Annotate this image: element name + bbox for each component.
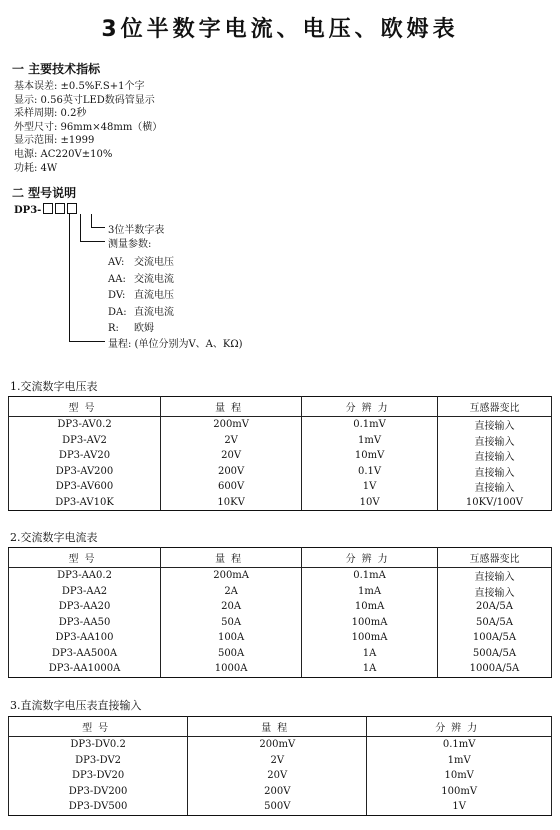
column-header: 量程 (161, 397, 302, 417)
table-cell: 1V (302, 479, 438, 495)
column-header: 型号 (9, 548, 161, 568)
table-row (9, 630, 552, 646)
table-cell: 500A (161, 646, 302, 662)
table-cell: DP3-AV10K (9, 495, 161, 511)
param-key: AA: (108, 273, 126, 285)
column-header: 互感器变比 (437, 548, 551, 568)
spec-line: 外型尺寸: 96mm×48mm（横） (14, 121, 163, 133)
table-cell: 2V (188, 753, 367, 769)
table-dc-voltage (8, 716, 552, 816)
table-cell: 直接输入 (437, 584, 551, 600)
table-cell: 100A/5A (437, 630, 551, 646)
table-cell: DP3-DV20 (9, 768, 188, 784)
table-row (9, 753, 552, 769)
table-cell: 10mV (302, 448, 438, 464)
spec-line: 显示: 0.56英寸LED数码管显示 (14, 94, 155, 106)
table-cell: 200V (161, 464, 302, 480)
spec-line: 功耗: 4W (14, 162, 58, 174)
table-cell: 0.1mV (367, 737, 552, 753)
table-cell: 1000A (161, 661, 302, 677)
table-cell: 100mA (302, 630, 438, 646)
param-item (108, 286, 174, 301)
param-key: R: (108, 323, 119, 334)
table-row (9, 417, 552, 433)
section-heading-model: 二 型号说明 (12, 186, 77, 200)
model-digits-label: 3位半数字表 (108, 225, 165, 236)
table-cell: 10V (302, 495, 438, 511)
spec-list (14, 80, 162, 175)
table-cell: 直接输入 (437, 417, 551, 433)
table-row (9, 661, 552, 677)
table-cell: 2V (161, 433, 302, 449)
table-row (9, 737, 552, 753)
table-cell: DP3-AV600 (9, 479, 161, 495)
table-cell: 0.1mV (302, 417, 438, 433)
table-cell: 直接输入 (437, 568, 551, 584)
spec-line: 显示范围: ±1999 (14, 135, 95, 147)
table-cell: DP3-AV200 (9, 464, 161, 480)
table-cell: 1000A/5A (437, 661, 551, 677)
table-row (9, 615, 552, 631)
param-value: 直流电流 (134, 306, 174, 318)
table-cell: 1V (367, 799, 552, 815)
param-item (108, 253, 174, 268)
table-cell: 直接输入 (437, 433, 551, 449)
table-cell: 10KV/100V (437, 495, 551, 511)
table-cell: 500V (188, 799, 367, 815)
param-value: 交流电流 (134, 273, 174, 285)
table-cell: 200V (188, 784, 367, 800)
table-cell: 直接输入 (437, 479, 551, 495)
table-cell: 1A (302, 661, 438, 677)
table-cell: 50A/5A (437, 615, 551, 631)
table-row (9, 479, 552, 495)
table-cell: 50A (161, 615, 302, 631)
table-cell: 0.1mA (302, 568, 438, 584)
table-cell: DP3-AA500A (9, 646, 161, 662)
table-cell: 20V (188, 768, 367, 784)
table-cell: 1mV (302, 433, 438, 449)
column-header: 量程 (188, 717, 367, 737)
table-row (9, 799, 552, 815)
table-row (9, 646, 552, 662)
table-cell: DP3-AV0.2 (9, 417, 161, 433)
table-row (9, 584, 552, 600)
column-header: 量程 (161, 548, 302, 568)
table-row (9, 599, 552, 615)
column-header: 型号 (9, 397, 161, 417)
table-cell: DP3-DV2 (9, 753, 188, 769)
model-code (14, 203, 77, 216)
table-cell: DP3-AA20 (9, 599, 161, 615)
table-cell: 100A (161, 630, 302, 646)
column-header: 型号 (9, 717, 188, 737)
table-cell: 20V (161, 448, 302, 464)
model-param-title: 测量参数: (108, 239, 152, 250)
table-row (9, 568, 552, 584)
param-item (108, 270, 174, 285)
table-cell: DP3-AV2 (9, 433, 161, 449)
table-cell: 10mV (367, 768, 552, 784)
table-cell: DP3-DV0.2 (9, 737, 188, 753)
table-cell: 1A (302, 646, 438, 662)
table-row (9, 784, 552, 800)
param-key: AV: (108, 257, 125, 268)
param-key: DA: (108, 306, 127, 318)
model-code-prefix: DP3- (14, 205, 42, 216)
table-cell: 20A/5A (437, 599, 551, 615)
table-cell: 直接输入 (437, 464, 551, 480)
table-cell: DP3-AV20 (9, 448, 161, 464)
spec-line: 采样周期: 0.2秒 (14, 108, 87, 120)
table-cell: 0.1V (302, 464, 438, 480)
table-row (9, 448, 552, 464)
code-box-1 (43, 203, 53, 214)
table-cell: DP3-AA2 (9, 584, 161, 600)
table3-caption: 3.直流数字电压表直接输入 (10, 699, 142, 712)
model-range-label: 量程: (单位分别为V、A、KΩ) (108, 339, 243, 350)
table-cell: DP3-DV200 (9, 784, 188, 800)
param-value: 交流电压 (134, 257, 174, 268)
param-item (108, 319, 154, 334)
table-cell: 200mV (188, 737, 367, 753)
table-row (9, 433, 552, 449)
table1-caption: 1.交流数字电压表 (10, 380, 98, 393)
spec-line: 电源: AC220V±10% (14, 148, 113, 160)
table-cell: 500A/5A (437, 646, 551, 662)
table-row (9, 464, 552, 480)
section-heading-specs: 一 主要技术指标 (12, 62, 101, 76)
column-header: 分辨力 (367, 717, 552, 737)
table-cell: DP3-AA1000A (9, 661, 161, 677)
table-cell: 100mV (367, 784, 552, 800)
table-cell: 直接输入 (437, 448, 551, 464)
table-cell: DP3-AA100 (9, 630, 161, 646)
table-cell: DP3-DV500 (9, 799, 188, 815)
param-key: DV: (108, 290, 126, 301)
column-header: 分辨力 (302, 548, 438, 568)
table-cell: 2A (161, 584, 302, 600)
table-cell: 600V (161, 479, 302, 495)
page-title: 3位半数字电流、电压、欧姆表 (101, 17, 459, 42)
param-item (108, 303, 174, 318)
table2-caption: 2.交流数字电流表 (10, 531, 98, 544)
table-cell: 20A (161, 599, 302, 615)
spec-line: 基本误差: ±0.5%F.S+1个字 (14, 81, 145, 92)
table-cell: DP3-AA50 (9, 615, 161, 631)
table-cell: 1mV (367, 753, 552, 769)
code-box-2 (55, 203, 65, 214)
table-ac-voltage (8, 396, 552, 511)
table-cell: 200mA (161, 568, 302, 584)
column-header: 互感器变比 (437, 397, 551, 417)
param-value: 直流电压 (134, 290, 174, 301)
table-cell: 10mA (302, 599, 438, 615)
table-row (9, 495, 552, 511)
table-cell: 1mA (302, 584, 438, 600)
table-cell: 100mA (302, 615, 438, 631)
table-ac-current (8, 547, 552, 678)
table-row (9, 768, 552, 784)
code-box-3 (67, 203, 77, 214)
table-cell: DP3-AA0.2 (9, 568, 161, 584)
param-value: 欧姆 (134, 323, 154, 334)
table-cell: 10KV (161, 495, 302, 511)
table-cell: 200mV (161, 417, 302, 433)
column-header: 分辨力 (302, 397, 438, 417)
